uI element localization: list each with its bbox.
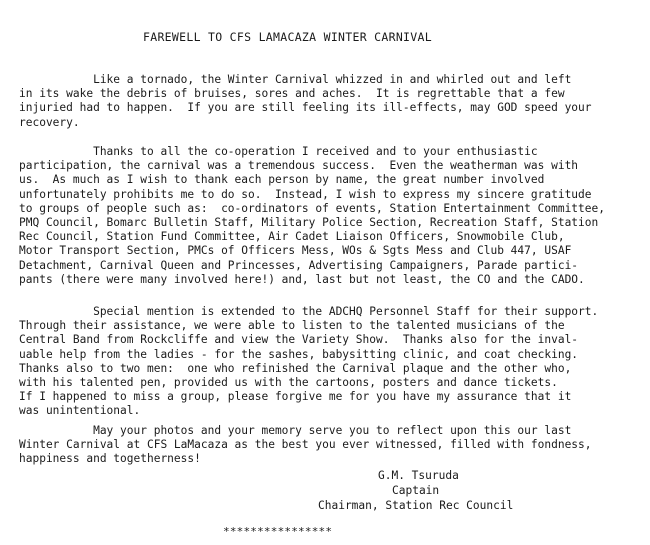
text-line: Special mention is extended to the ADCHQ Personnel Staff for their support. (19, 305, 599, 318)
text-line: Winter Carnival at CFS LaMacaza as the best you ever witnessed, filled with fondness, (19, 438, 592, 452)
text-line: Like a tornado, the Winter Carnival whizzed in and whirled out and left (19, 73, 572, 86)
section-separator: **************** (223, 525, 333, 538)
text-line: pants (there were many involved here!) and, last but not least, the CO and the CADO. (19, 272, 585, 286)
text-line: to groups of people such as: co-ordinators of events, Station Entertainment Committee, (19, 201, 605, 215)
text-line: injuried had to happen. If you are still feeling its ill-effects, may GOD speed your (19, 101, 592, 115)
signature-rank: Captain (392, 484, 440, 497)
paragraph-3 (19, 305, 598, 419)
text-line: PMQ Council, Bomarc Bulletin Staff, Military Police Section, Recreation Staff, Station (19, 215, 599, 229)
signature-role: Chairman, Station Rec Council (318, 499, 514, 512)
paragraph-4 (19, 424, 592, 467)
text-line: with his talented pen, provided us with the cartoons, posters and dance tickets. (19, 375, 558, 389)
text-line: If I happened to miss a group, please forgive me for you have my assurance that it (19, 390, 572, 404)
text-line: Motor Transport Section, PMCs of Officers Mess, WOs & Sgts Mess and Club 447, USAF (19, 244, 572, 258)
signature-name: G.M. Tsuruda (378, 469, 459, 482)
text-line: May your photos and your memory serve you to reflect upon this our last (19, 424, 572, 437)
text-line: participation, the carnival was a tremendous success. Even the weatherman was with (19, 159, 579, 173)
text-line: recovery. (19, 115, 80, 129)
text-line: Rec Council, Station Fund Committee, Air Cadet Liaison Officers, Snowmobile Club, (19, 230, 565, 244)
paragraph-2 (19, 145, 605, 287)
document-title: FAREWELL TO CFS LAMACAZA WINTER CARNIVAL (143, 30, 432, 44)
text-line: Through their assistance, we were able to listen to the talented musicians of the (19, 319, 565, 333)
text-line: unfortunately prohibits me to do so. Instead, I wish to express my sincere gratitude (19, 187, 592, 201)
text-line: Detachment, Carnival Queen and Princesses, Advertising Campaigners, Parade partici- (19, 258, 579, 272)
text-line: us. As much as I wish to thank each person by name, the great number involved (19, 173, 545, 187)
text-line: Central Band from Rockcliffe and view the Variety Show. Thanks also for the inval- (19, 333, 579, 347)
text-line: Thanks also to two men: one who refinished the Carnival plaque and the other who, (19, 361, 572, 375)
text-line: in its wake the debris of bruises, sores and aches. It is regrettable that a few (19, 87, 565, 101)
text-line: happiness and togetherness! (19, 452, 201, 466)
paragraph-1 (19, 73, 592, 130)
text-line: was unintentional. (19, 404, 141, 418)
text-line: Thanks to all the co-operation I received and to your enthusiastic (19, 145, 538, 158)
text-line: uable help from the ladies - for the sashes, babysitting clinic, and coat checking. (19, 347, 579, 361)
